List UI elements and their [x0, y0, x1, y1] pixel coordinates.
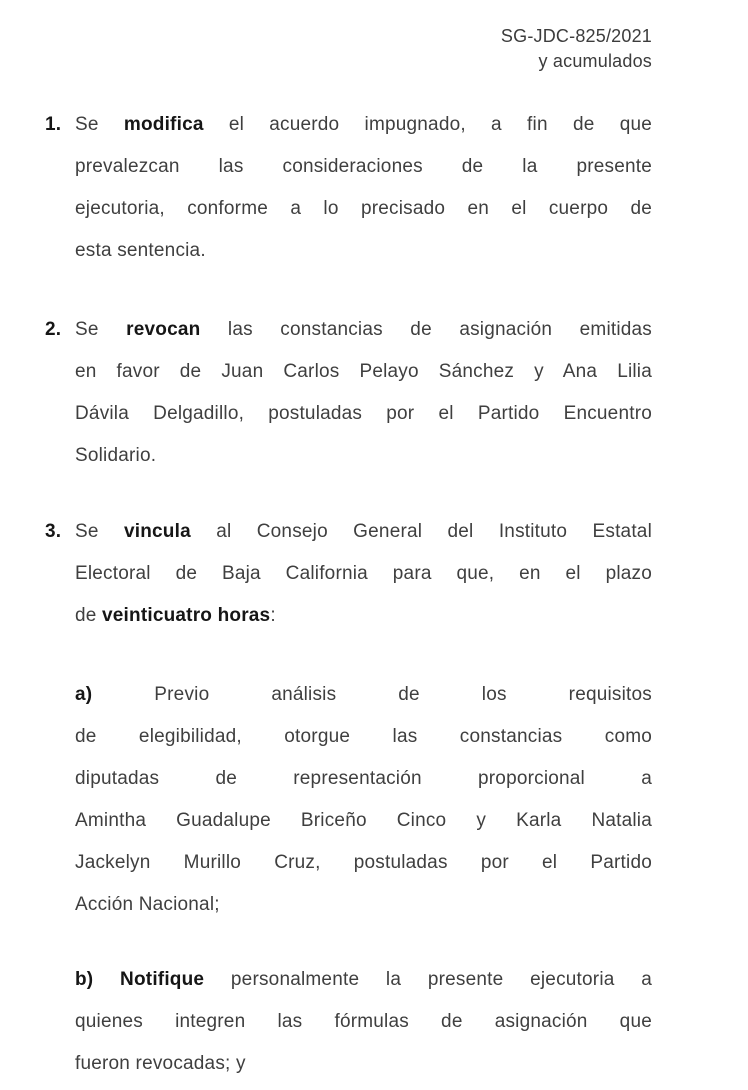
text-segment: prevalezcan las consideraciones de la presente: [75, 156, 652, 177]
text-segment: de elegibilidad, otorgue las constancias como: [75, 726, 652, 747]
text-line: [75, 842, 652, 884]
bold-text-segment: a): [75, 684, 93, 705]
text-segment: Dávila Delgadillo, postuladas por el Partido Encuentro: [75, 403, 652, 424]
text-segment: fueron revocadas; y: [75, 1053, 246, 1074]
bold-text-segment: b) Notifique: [75, 969, 205, 990]
sub-item-b-text: [75, 959, 652, 1085]
text-line: [75, 146, 652, 188]
text-segment: diputadas de representación proporcional a: [75, 768, 652, 789]
bold-text-segment: veinticuatro horas: [102, 605, 271, 626]
bold-text-segment: revocan: [126, 319, 201, 340]
text-line: [75, 595, 652, 637]
item-text-2: [75, 309, 652, 477]
text-segment: Se: [75, 114, 124, 135]
item-text-1: [75, 104, 652, 272]
text-line: [75, 230, 652, 272]
text-segment: Acción Nacional;: [75, 894, 220, 915]
text-segment: quienes integren las fórmulas de asignación que: [75, 1011, 652, 1032]
text-segment: personalmente la presente ejecutoria a: [204, 969, 652, 990]
text-line: [75, 716, 652, 758]
text-segment: las constancias de asignación emitidas: [200, 319, 653, 340]
text-line: [75, 1043, 652, 1085]
text-segment: Se: [75, 319, 127, 340]
text-line: [75, 351, 652, 393]
text-segment: en favor de Juan Carlos Pelayo Sánchez y Ana Lilia: [75, 361, 652, 382]
bold-text-segment: vincula: [123, 521, 191, 542]
text-segment: el acuerdo impugnado, a fin de que: [203, 114, 652, 135]
text-segment: al Consejo General del Instituto Estatal: [190, 521, 652, 542]
text-segment: Electoral de Baja California para que, en el plazo: [75, 563, 652, 584]
text-segment: Solidario.: [75, 445, 157, 466]
text-line: [75, 188, 652, 230]
text-segment: Amintha Guadalupe Briceño Cinco y Karla Natalia: [75, 810, 652, 831]
text-line: [75, 800, 652, 842]
text-segment: ejecutoria, conforme a lo precisado en el cuerpo de: [75, 198, 652, 219]
sub-item-a: [75, 674, 652, 926]
item-number-1: 1.: [45, 114, 62, 135]
text-line: [75, 1001, 652, 1043]
text-segment: Jackelyn Murillo Cruz, postuladas por el Partido: [75, 852, 652, 873]
resolutive-item-2: [45, 309, 653, 477]
item-number-3: 3.: [45, 521, 62, 542]
sub-item-a-text: [75, 674, 652, 926]
text-line: [75, 553, 652, 595]
text-line: [75, 104, 652, 146]
case-number: SG-JDC-825/2021: [500, 26, 652, 46]
text-segment: :: [270, 605, 276, 626]
text-segment: Se: [75, 521, 124, 542]
text-line: [75, 884, 652, 926]
text-line: [75, 758, 652, 800]
text-line: [75, 674, 652, 716]
text-segment: Previo análisis de los requisitos: [92, 684, 652, 705]
item-number-2: 2.: [45, 319, 62, 340]
resolutive-item-3: [45, 511, 652, 637]
text-line: [75, 309, 652, 351]
case-header: [45, 24, 652, 74]
text-line: [75, 511, 652, 553]
resolutive-item-1: [45, 104, 652, 272]
text-line: [75, 435, 652, 477]
case-accumulated-label: y acumulados: [538, 51, 652, 71]
text-line: [75, 393, 652, 435]
text-segment: de: [75, 605, 103, 626]
text-segment: esta sentencia.: [75, 240, 206, 261]
sub-item-b: [75, 959, 652, 1085]
item-text-3: [75, 511, 652, 637]
bold-text-segment: modifica: [123, 114, 204, 135]
text-line: [75, 959, 652, 1001]
